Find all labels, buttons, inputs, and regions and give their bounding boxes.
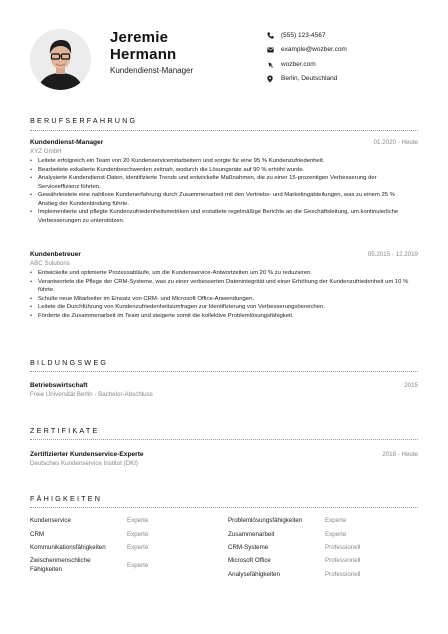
contact-location-text: Berlin, Deutschland xyxy=(281,75,338,82)
job-bullet-list xyxy=(30,269,410,320)
job-bullet: • Implementierte und pflegte Kundenzufriedenheitsmetriken und erstattete regelmäßige Berichte an die Geschäftsleitung, um kontinuierliche Verbesserungen zu unterstützen. xyxy=(30,208,410,225)
job-bullet: • Förderte die Zusammenarbeit im Team und steigerte somit die kollektive Problemlösungsfähigkeit. xyxy=(30,312,410,321)
contact-website-text: wozber.com xyxy=(281,60,316,68)
job-bullet: • Leitete die Durchführung von Kundenzufriedenheitsumfragen zur Identifizierung von Verbesserungsbereichen. xyxy=(30,303,410,312)
job-title: Kundenbetreuer xyxy=(30,251,81,258)
job-bullet: • Verantwortete die Pflege der CRM-Systeme, was zu einer verbesserten Datenintegrität und einer Erhöhung der Kundenzufriedenheit um 10 % führte. xyxy=(30,278,410,295)
name-first: Jeremie xyxy=(110,29,169,46)
section-divider xyxy=(30,371,418,372)
job-bullet: • Leitete erfolgreich ein Team von 20 Kundenservicemitarbeitern und sorgte für eine 95 % Kundenzufriedenheit. xyxy=(30,157,410,166)
job-dates: 01.2020 - Heute xyxy=(373,139,418,146)
certificate-name: Zertifizierter Kundenservice-Experte xyxy=(30,451,144,458)
section-title-education: BILDUNGSWEG xyxy=(30,358,109,367)
contact-list xyxy=(267,28,347,86)
job-bullet: • Analysierte Kundendienst-Daten, identifizierte Trends und entwickelte Maßnahmen, die zu einer 15-prozentigen Verbesserung der Serviceeffizienz führten. xyxy=(30,174,410,191)
person-portrait-icon xyxy=(30,29,91,90)
job-title: Kundendienst-Manager xyxy=(30,139,104,146)
skill-name: Analysefähigkeiten xyxy=(228,571,280,578)
contact-phone[interactable] xyxy=(267,28,347,42)
skill-level: Professionell xyxy=(325,557,361,564)
job-bullet: • Bearbeitete eskalierte Kundenbeschwerden zeitnah, wodurch die Lösungsrate auf 90 % erhöht wurde. xyxy=(30,166,410,175)
skill-name: Zwischenmenschliche Fähigkeiten xyxy=(30,557,91,573)
section-title-skills: FÄHIGKEITEN xyxy=(30,494,103,503)
mail-icon xyxy=(267,47,281,53)
candidate-name xyxy=(110,29,176,63)
link-icon xyxy=(267,61,281,68)
skill-name: Zusammenarbeit xyxy=(228,531,275,538)
skill-name: Kommunikationsfähigkeiten xyxy=(30,544,106,551)
contact-email-text: example@wozber.com xyxy=(281,46,347,53)
section-divider xyxy=(30,507,418,508)
skill-level: Professionell xyxy=(325,544,361,551)
job-bullet: • Entwickelte und optimierte Prozessabläufe, um die Kundenservice-Antwortzeiten um 20 % zu reduzieren. xyxy=(30,269,410,278)
certificate-issuer: Deutsches Kundenservice Institut (DKI) xyxy=(30,460,138,467)
contact-phone-text: (555) 123-4567 xyxy=(281,31,326,39)
section-title-experience: BERUFSERFAHRUNG xyxy=(30,116,138,125)
job-company: XYZ GmbH xyxy=(30,148,62,155)
job-bullet: • Schulte neue Mitarbeiter im Einsatz von CRM- und Microsoft Office-Anwendungen. xyxy=(30,295,410,304)
skill-name: CRM-Systeme xyxy=(228,544,269,551)
skill-level: Professionell xyxy=(325,571,361,578)
skill-level: Experte xyxy=(127,531,149,538)
job-bullet-list xyxy=(30,157,410,225)
skill-name: CRM xyxy=(30,531,45,538)
skill-name: Problemlösungsfähigkeiten xyxy=(228,517,303,524)
certificate-dates: 2018 - Heute xyxy=(382,451,418,458)
skill-name: Kundenservice xyxy=(30,517,71,524)
skill-level: Experte xyxy=(127,562,149,569)
candidate-job-title: Kundendienst-Manager xyxy=(110,66,194,75)
section-divider xyxy=(30,439,418,440)
section-divider xyxy=(30,130,418,131)
skill-level: Experte xyxy=(127,517,149,524)
skill-name: Microsoft Office xyxy=(228,557,271,564)
profile-photo xyxy=(30,29,91,90)
name-last: Hermann xyxy=(110,46,177,63)
education-year: 2015 xyxy=(404,382,418,389)
skill-level: Experte xyxy=(325,531,347,538)
job-bullet: • Gewährleistete eine nahtlose Kundenerfahrung durch Zusammenarbeit mit den Vertriebs- und Marketingabteilungen, was zu einem 25 % Anstieg der Kundenbindung führte. xyxy=(30,191,410,208)
education-degree: Betriebswirtschaft xyxy=(30,382,88,389)
section-title-certificates: ZERTIFIKATE xyxy=(30,426,100,435)
contact-email[interactable] xyxy=(267,43,347,57)
contact-website[interactable] xyxy=(267,57,347,71)
education-school: Freie Universität Berlin - Bachelor-Abschluss xyxy=(30,391,153,398)
job-company: ABC Solutions xyxy=(30,260,70,267)
phone-icon xyxy=(267,32,281,39)
contact-location xyxy=(267,72,347,86)
job-dates: 05.2015 - 12.2019 xyxy=(367,251,418,258)
location-pin-icon xyxy=(267,75,281,83)
skill-level: Experte xyxy=(127,544,149,551)
skill-level: Experte xyxy=(325,517,347,524)
